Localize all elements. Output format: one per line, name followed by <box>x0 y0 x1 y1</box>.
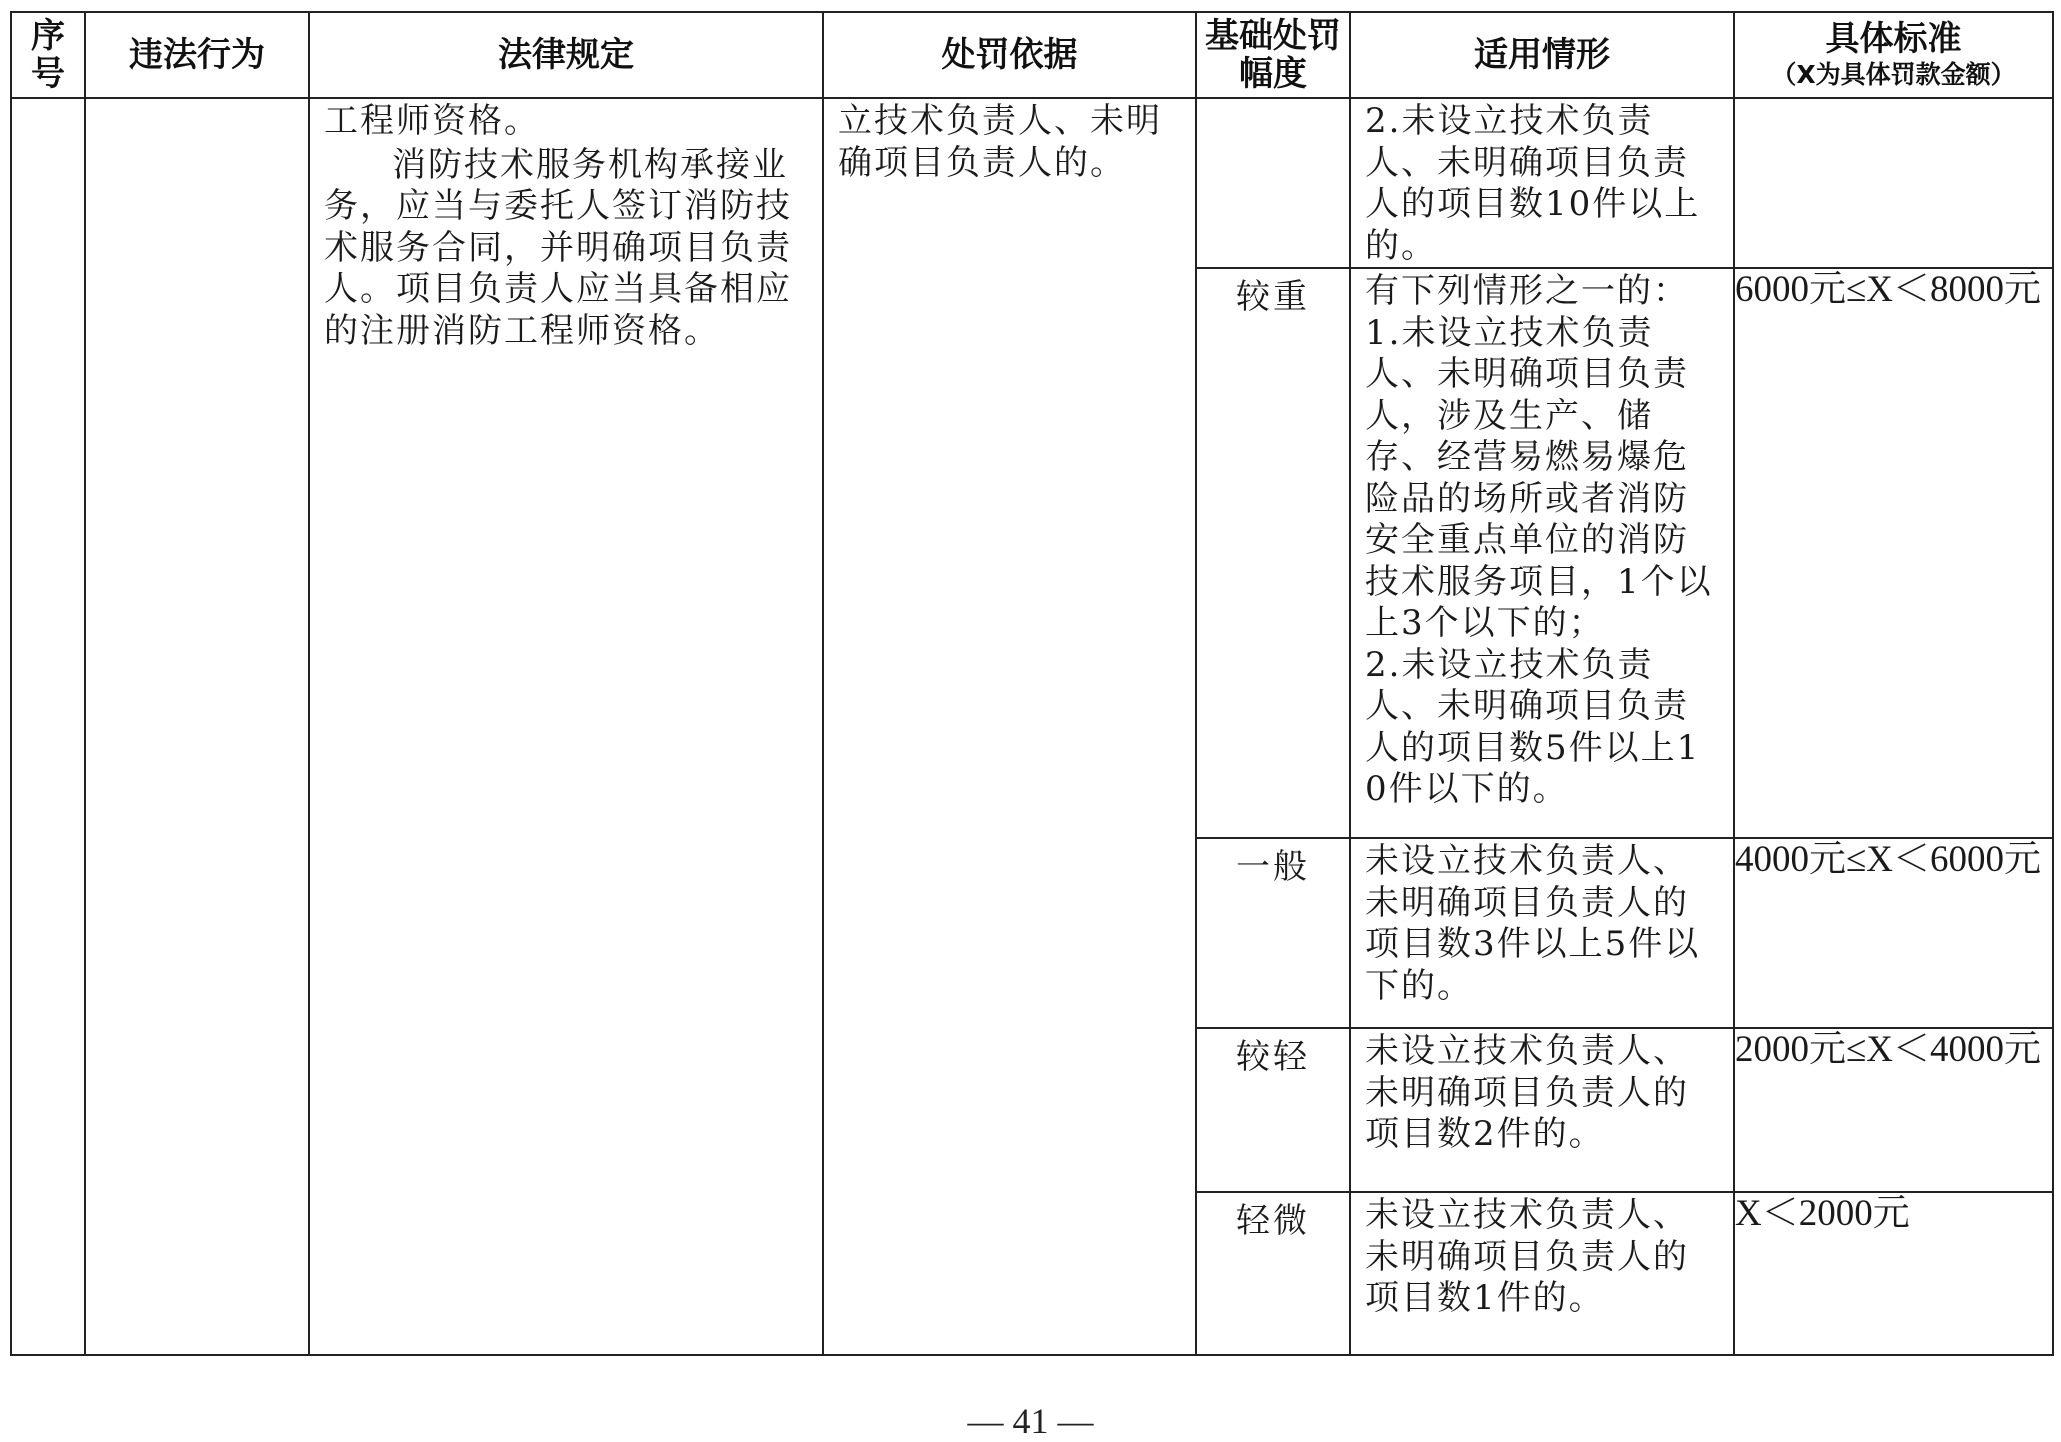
header-seq: 序号 <box>11 12 85 98</box>
table-row <box>11 98 2053 268</box>
condition-cell <box>1350 1192 1734 1355</box>
header-legal-provision: 法律规定 <box>309 12 823 98</box>
standard-cell: 6000元≤X＜8000元 <box>1734 268 2053 838</box>
seq-cell <box>11 98 85 1355</box>
condition-cell <box>1350 1028 1734 1192</box>
legal-text-p2: 消防技术服务机构承接业务，应当与委托人签订消防技术服务合同，并明确项目负责人。项目负责人应当具备相应的注册消防工程师资格。 <box>324 144 792 351</box>
header-standard <box>1734 12 2053 98</box>
page-number: — 41 — <box>967 1401 1094 1441</box>
condition-text: 未设立技术负责人、未明确项目负责人的项目数1件的。 <box>1365 1195 1689 1318</box>
condition-cell <box>1350 268 1734 838</box>
penalty-basis-text: 立技术负责人、未明确项目负责人的。 <box>838 101 1162 183</box>
header-violation: 违法行为 <box>85 12 309 98</box>
header-penalty-basis: 处罚依据 <box>823 12 1196 98</box>
header-standard-title: 具体标准 <box>1825 19 1962 59</box>
legal-provision-cell <box>309 98 823 1355</box>
violation-cell <box>85 98 309 1355</box>
header-standard-note: （X为具体罚款金额） <box>1771 60 2016 89</box>
level-cell <box>1196 98 1350 268</box>
legal-text-p1: 工程师资格。 <box>324 101 540 141</box>
standard-cell: 4000元≤X＜6000元 <box>1734 838 2053 1028</box>
level-cell: 一般 <box>1196 838 1350 1028</box>
condition-text: 有下列情形之一的： 1.未设立技术负责人、未明确项目负责人，涉及生产、储存、经营易燃易爆危险品的场所或者消防安全重点单位的消防技术服务项目，1个以上3个以下的； 2.未设立技术负责人、未明确项目负责人的项目数5件以上10件以下的。 <box>1365 271 1713 809</box>
header-applicable: 适用情形 <box>1350 12 1734 98</box>
standard-cell: X＜2000元 <box>1734 1192 2053 1355</box>
condition-text: 2.未设立技术负责人、未明确项目负责人的项目数10件以上的。 <box>1365 101 1701 266</box>
level-cell: 较重 <box>1196 268 1350 838</box>
penalty-basis-cell <box>823 98 1196 1355</box>
standard-cell: 2000元≤X＜4000元 <box>1734 1028 2053 1192</box>
level-cell: 轻微 <box>1196 1192 1350 1355</box>
condition-text: 未设立技术负责人、未明确项目负责人的项目数2件的。 <box>1365 1031 1689 1154</box>
level-cell: 较轻 <box>1196 1028 1350 1192</box>
penalty-standard-table <box>10 11 2054 1356</box>
header-base-range: 基础处罚幅度 <box>1196 12 1350 98</box>
condition-cell <box>1350 838 1734 1028</box>
standard-cell <box>1734 98 2053 268</box>
condition-text: 未设立技术负责人、未明确项目负责人的项目数3件以上5件以下的。 <box>1365 841 1701 1006</box>
table-header-row <box>11 12 2053 98</box>
condition-cell <box>1350 98 1734 268</box>
